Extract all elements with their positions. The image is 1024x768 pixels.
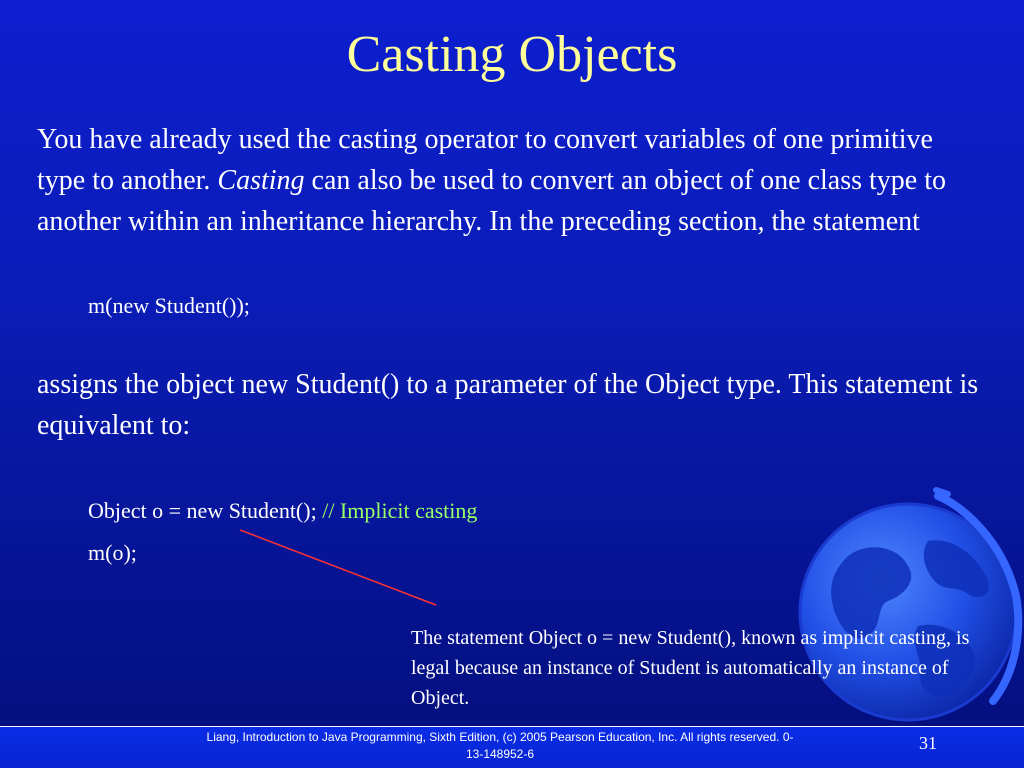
code-statement-method-call-o: m(o); <box>88 540 137 565</box>
intro-text-start: You have already used the casting operator to convert variables of one primitive type to another. <box>37 124 933 196</box>
code-statement-method-call: m(new Student()); <box>88 293 250 318</box>
equivalence-paragraph: assigns the object new Student() to a parameter of the Object type. This statement is equivalent to: <box>37 369 979 441</box>
assignment-code: Object o = new Student(); <box>88 498 323 523</box>
casting-term: Casting <box>217 165 305 196</box>
slide-title: Casting Objects <box>346 26 678 83</box>
intro-paragraph <box>37 119 987 242</box>
intro-text-end: can also be used to convert an object of one class type to another within an inheritance hierarchy. In the preceding section, the statement <box>37 165 947 237</box>
code-statement-assignment <box>88 497 477 525</box>
callout-note: The statement Object o = new Student(), known as implicit casting, is legal because an instance of Student is automatically an instance of Object. <box>411 627 970 709</box>
footer-copyright: Liang, Introduction to Java Programming, Sixth Edition, (c) 2005 Pearson Education, Inc. All rights reserved. 0-13-148952-6 <box>206 730 794 761</box>
slide-page-number: 31 <box>919 733 937 753</box>
implicit-casting-comment: // Implicit casting <box>322 498 478 523</box>
